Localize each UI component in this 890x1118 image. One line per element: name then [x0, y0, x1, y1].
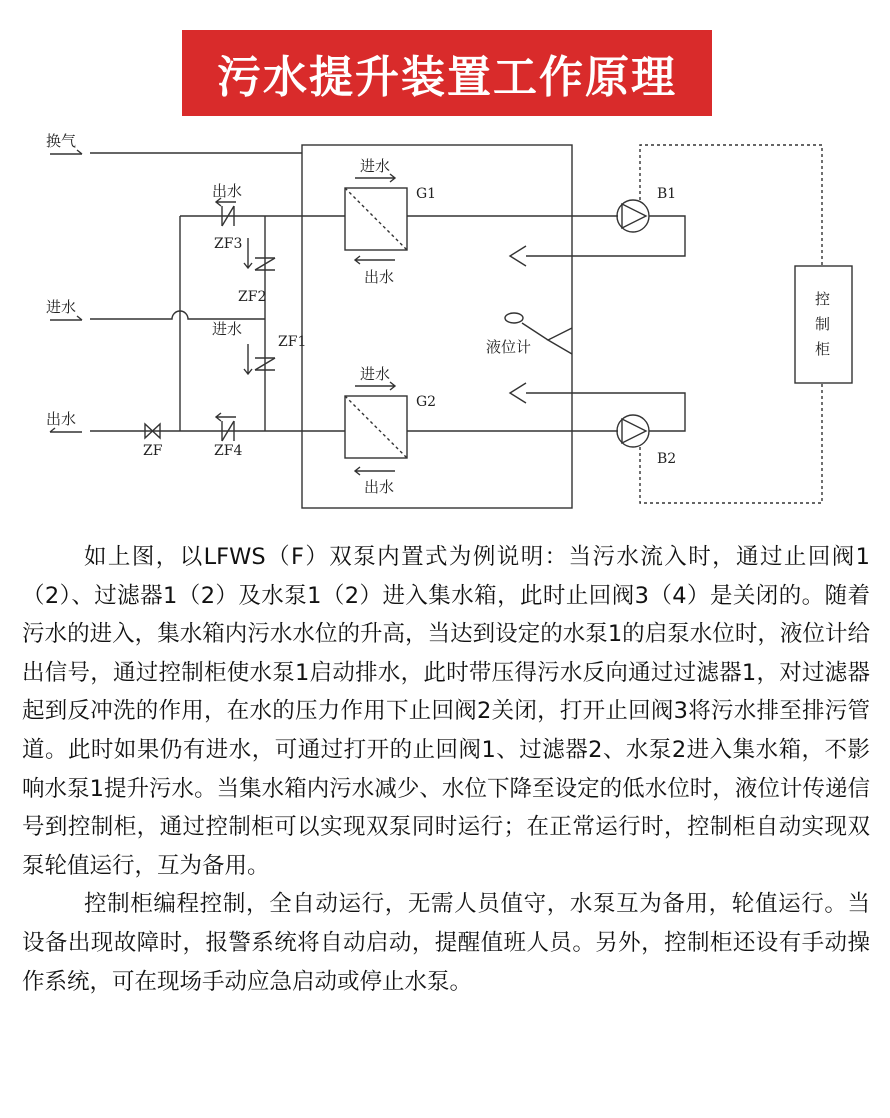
collection-tank	[302, 145, 572, 508]
b1-label: B1	[657, 186, 677, 202]
description-text	[22, 538, 870, 1001]
cabinet-label-1: 控	[815, 290, 831, 308]
paragraph-principle: 如上图，以LFWS（F）双泵内置式为例说明：当污水流入时，通过止回阀1（2）、过滤器1（2）及水泵1（2）进入集水箱，此时止回阀3（4）是关闭的。随着污水的进入，集水箱内污水水位的升高，当达到设定的水泵1的启泵水位时，液位计给出信号，通过控制柜使水泵1启动排水，此时带压得污水反向通过过滤器1，对过滤器起到反冲洗的作用，在水的压力作用下止回阀2关闭，打开止回阀3将污水排至排污管道。此时如果仍有进水，可通过打开的止回阀1、过滤器2、水泵2进入集水箱，不影响水泵1提升污水。当集水箱内污水减少、水位下降至设定的低水位时，液位计传递信号到控制柜，通过控制柜可以实现双泵同时运行；在正常运行时，控制柜自动实现双泵轮值运行，互为备用。	[22, 544, 870, 879]
signal-line-b2	[640, 383, 822, 503]
title-banner	[182, 30, 712, 116]
b2-label: B2	[657, 451, 677, 467]
working-principle-diagram	[0, 118, 890, 518]
g1-outlet-label: 出水	[364, 268, 395, 286]
cabinet-label-3: 柜	[815, 340, 831, 358]
signal-line-b1	[640, 145, 822, 266]
zf-label: ZF	[143, 443, 163, 459]
g2-inlet-label: 进水	[360, 365, 391, 383]
zf3-outlet-label: 出水	[212, 182, 243, 200]
g2-label: G2	[416, 394, 437, 410]
zf2-label: ZF2	[238, 289, 267, 305]
zf1-label: ZF1	[278, 334, 307, 350]
inlet-label: 进水	[46, 298, 77, 316]
level-gauge-label: 液位计	[486, 338, 532, 356]
vent-label: 换气	[46, 132, 77, 150]
paragraph-control: 控制柜编程控制，全自动运行，无需人员值守，水泵互为备用，轮值运行。当设备出现故障时，报警系统将自动启动，提醒值班人员。另外，控制柜还设有手动操作系统，可在现场手动应急启动或停止水泵。	[22, 891, 870, 995]
b1-discharge-pipe	[526, 216, 685, 256]
b2-discharge-pipe	[526, 393, 685, 431]
b1-suction-cone	[510, 246, 526, 266]
g1-inlet-label: 进水	[360, 157, 391, 175]
zf4-label: ZF4	[214, 443, 243, 459]
g2-outlet-label: 出水	[364, 478, 395, 496]
g1-label: G1	[416, 186, 437, 202]
cabinet-label-2: 制	[815, 315, 831, 333]
mid-inlet-label: 进水	[212, 320, 243, 338]
page-title: 污水提升装置工作原理	[217, 52, 677, 103]
b2-suction-cone	[510, 383, 526, 403]
inlet-pipe	[90, 311, 265, 319]
outlet-label: 出水	[46, 410, 77, 428]
zf3-label: ZF3	[214, 236, 243, 252]
level-gauge	[548, 328, 572, 354]
